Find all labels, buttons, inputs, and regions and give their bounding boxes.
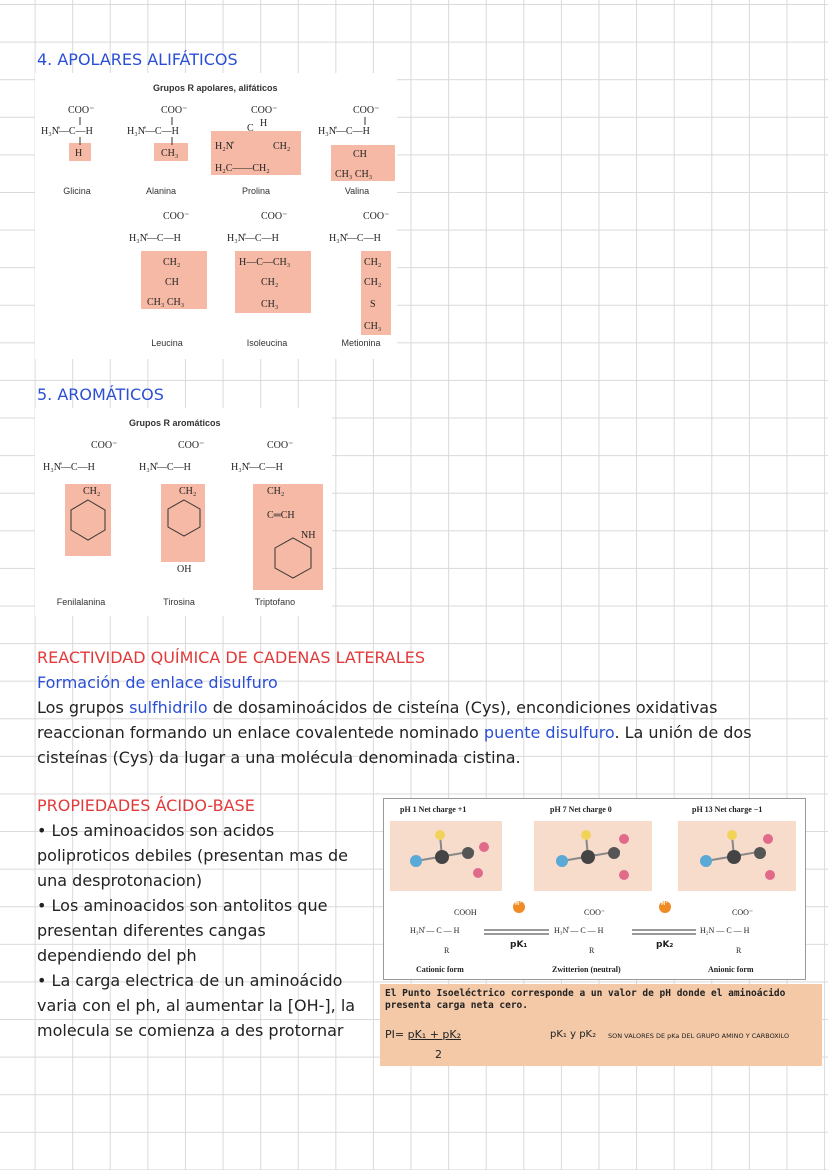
aromatic-panel	[35, 408, 332, 616]
h-ion-2: H⁺	[661, 901, 668, 907]
aromatic-panel-title: Grupos R aromáticos	[129, 418, 221, 428]
svg-text:OH: OH	[177, 564, 192, 575]
svg-text:CH₃ CH₃: CH₃ CH₃	[147, 297, 185, 308]
svg-text:R: R	[736, 946, 742, 955]
svg-text:CH: CH	[165, 277, 179, 288]
disulfide-subheading: Formación de enlace disulfuro	[37, 673, 278, 692]
aa-name-metionina: Metionina	[341, 338, 381, 348]
svg-text:H₂N — C — H: H₂N — C — H	[700, 926, 750, 935]
svg-text:CH₃: CH₃	[364, 321, 382, 332]
ph1-label: pH 1 Net charge +1	[400, 805, 467, 814]
reactivity-paragraph: Los grupos sulfhidrilo de dosaminoácidos de cisteína (Cys), encondiciones oxidativas reaccionan formando un enlace covalentede nominado puente disulfuro. La unión de dos cisteínas (Cys) da lugar a una molécula denominada cistina.	[37, 698, 752, 767]
aa-name-prolina: Prolina	[241, 186, 270, 196]
svg-text:CH₂: CH₂	[273, 141, 291, 152]
pi-formula-denominator: 2	[435, 1048, 442, 1061]
svg-text:COO⁻: COO⁻	[584, 908, 606, 917]
svg-text:H₂C——CH₂: H₂C——CH₂	[215, 163, 270, 174]
aa-name-valina: Valina	[344, 186, 370, 196]
svg-text:COO⁻: COO⁻	[163, 211, 190, 222]
pi-formula: PI= pK₁ + pK₂	[385, 1028, 462, 1041]
svg-text:COO⁻: COO⁻	[267, 440, 294, 451]
ph7-label: pH 7 Net charge 0	[550, 805, 612, 814]
section4-heading: 4. APOLARES ALIFÁTICOS	[37, 50, 238, 69]
svg-text:H₃N̊—C—H: H₃N̊—C—H	[318, 126, 370, 137]
svg-text:CH₃ CH₃: CH₃ CH₃	[335, 169, 373, 180]
svg-text:S: S	[370, 299, 376, 310]
svg-text:CH₂: CH₂	[83, 486, 101, 497]
aromatic-structures	[35, 408, 332, 616]
svg-text:CH₃: CH₃	[261, 299, 279, 310]
h-ion-1: H⁺	[515, 901, 522, 907]
svg-text:COOH: COOH	[454, 908, 477, 917]
aa-name-alanina: Alanina	[145, 186, 177, 196]
sulfhidrilo-term: sulfhidrilo	[129, 698, 208, 717]
svg-text:CH₂: CH₂	[261, 277, 279, 288]
ph-molecules	[384, 799, 805, 979]
svg-text:COO⁻: COO⁻	[363, 211, 390, 222]
svg-text:COO⁻: COO⁻	[161, 105, 188, 116]
ph13-label: pH 13 Net charge −1	[692, 805, 763, 814]
svg-text:COO⁻: COO⁻	[353, 105, 380, 116]
aa-name-glicina: Glicina	[63, 186, 91, 196]
aa-name-triptofano: Triptofano	[254, 597, 296, 607]
section5-heading: 5. AROMÁTICOS	[37, 385, 164, 404]
svg-text:CH₂: CH₂	[179, 486, 197, 497]
aliphatic-panel-title: Grupos R apolares, alifáticos	[153, 83, 278, 93]
svg-text:H—C—CH₃: H—C—CH₃	[239, 257, 291, 268]
svg-text:H: H	[260, 118, 268, 129]
puente-disulfuro-term: puente disulfuro	[483, 723, 615, 742]
svg-text:CH₂: CH₂	[267, 486, 285, 497]
svg-text:COO⁻: COO⁻	[68, 105, 95, 116]
svg-text:R: R	[589, 946, 595, 955]
svg-text:H₃N̊—C—H: H₃N̊—C—H	[139, 462, 191, 473]
aa-name-tirosina: Tirosina	[163, 597, 195, 607]
svg-text:H₃N̊ — C — H: H₃N̊ — C — H	[554, 926, 604, 935]
aliphatic-structures	[35, 73, 397, 359]
svg-text:R: R	[444, 946, 450, 955]
pk2-label: pK₂	[656, 940, 674, 950]
svg-text:CH: CH	[353, 149, 367, 160]
svg-text:CH₂: CH₂	[163, 257, 181, 268]
svg-text:C═CH: C═CH	[267, 510, 295, 521]
svg-text:COO⁻: COO⁻	[91, 440, 118, 451]
svg-text:CH₃: CH₃	[161, 148, 179, 159]
svg-text:COO⁻: COO⁻	[261, 211, 288, 222]
aa-name-fenilalanina: Fenilalanina	[56, 597, 106, 607]
pi-definition: El Punto Isoeléctrico corresponde a un valor de pH donde el aminoácido presenta carga neta cero.	[385, 988, 786, 1011]
acidbase-heading: PROPIEDADES ÁCIDO-BASE	[37, 796, 255, 815]
zwitterion-label: Zwitterion (neutral)	[552, 965, 621, 974]
aa-name-leucina: Leucina	[151, 338, 183, 348]
svg-text:H₃N̊—C—H: H₃N̊—C—H	[43, 462, 95, 473]
cationic-form-label: Cationic form	[416, 965, 464, 974]
svg-text:H₂N̊: H₂N̊	[215, 141, 233, 152]
anionic-form-label: Anionic form	[708, 965, 754, 974]
svg-text:NH: NH	[301, 530, 316, 541]
pk-note: SON VALORES DE pKa DEL GRUPO AMINO Y CARBOXILO	[608, 1032, 790, 1040]
svg-text:C: C	[247, 123, 254, 134]
svg-text:H₃N̊—C—H: H₃N̊—C—H	[227, 233, 279, 244]
acidbase-text: • Los aminoacidos son acidos poliproticos debiles (presentan mas de una desprotonacion) • Los aminoacidos son antolitos que presentan diferentes cangas dependiendo del ph • La carga electrica de un aminoácido varia con el ph, al aumentar la [OH-], la molecula se comienza a des protornar	[37, 821, 356, 1040]
svg-text:COO⁻: COO⁻	[251, 105, 278, 116]
svg-text:H₃N̊—C—H: H₃N̊—C—H	[127, 126, 179, 137]
pk1-label: pK₁	[510, 940, 528, 950]
svg-text:CH₂: CH₂	[364, 277, 382, 288]
svg-text:H₃N̊ — C — H: H₃N̊ — C — H	[410, 926, 460, 935]
svg-text:H₃N̊—C—H: H₃N̊—C—H	[231, 462, 283, 473]
svg-text:COO⁻: COO⁻	[178, 440, 205, 451]
svg-text:COO⁻: COO⁻	[732, 908, 754, 917]
ph-figure	[383, 798, 806, 980]
aa-name-isoleucina: Isoleucina	[246, 338, 288, 348]
svg-text:H₃N̊—C—H: H₃N̊—C—H	[41, 126, 93, 137]
reactivity-heading: REACTIVIDAD QUÍMICA DE CADENAS LATERALES	[37, 648, 426, 667]
aliphatic-panel	[35, 73, 397, 359]
isoelectric-point-box	[380, 984, 822, 1066]
svg-text:H₃N̊—C—H: H₃N̊—C—H	[129, 233, 181, 244]
svg-text:H: H	[75, 148, 83, 159]
svg-text:CH₂: CH₂	[364, 257, 382, 268]
pk-note-label: pK₁ y pK₂	[550, 1029, 597, 1040]
svg-text:H₃N̊—C—H: H₃N̊—C—H	[329, 233, 381, 244]
